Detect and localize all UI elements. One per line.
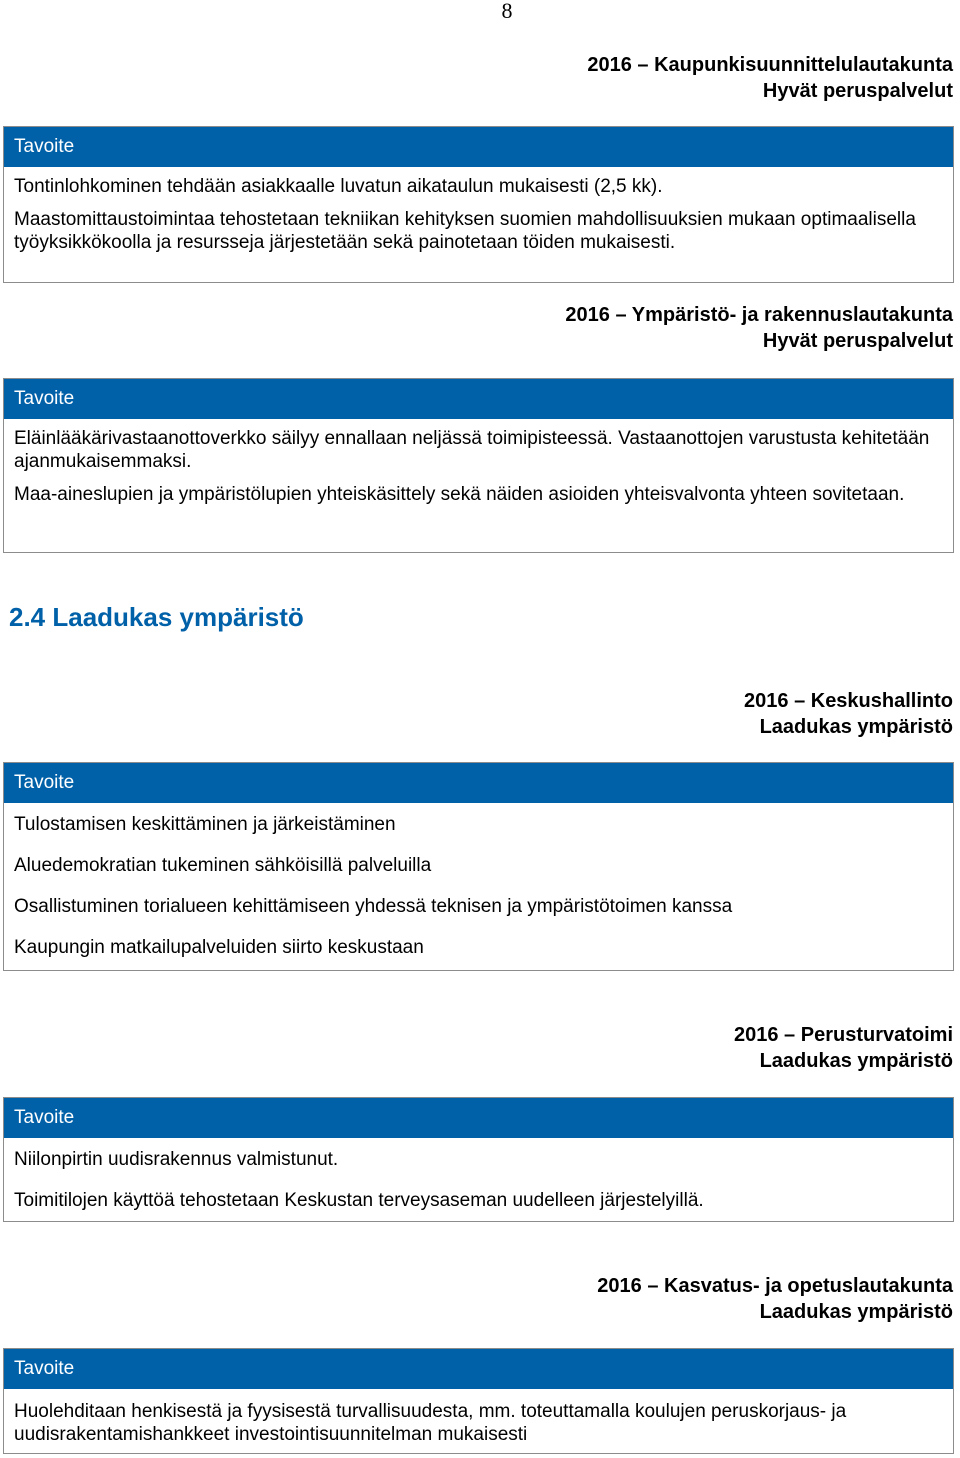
goal-box <box>3 126 954 283</box>
goal-box-body <box>4 803 953 972</box>
goal-box-body <box>4 167 953 258</box>
heading-subtitle: Laadukas ympäristö <box>759 716 953 738</box>
block-heading <box>565 302 953 354</box>
goal-box <box>3 1348 954 1454</box>
goal-text: Tulostamisen keskittäminen ja järkeistäminen <box>14 814 396 835</box>
goal-text: Maa-aineslupien ja ympäristölupien yhteiskäsittely sekä näiden asioiden yhteisvalvonta yhteen sovitetaan. <box>14 484 905 505</box>
heading-title: 2016 – Kaupunkisuunnittelulautakunta <box>587 54 953 76</box>
goal-text: Tontinlohkominen tehdään asiakkaalle luvatun aikataulun mukaisesti (2,5 kk). <box>14 176 663 197</box>
goal-box-header: Tavoite <box>4 379 953 419</box>
heading-subtitle: Laadukas ympäristö <box>759 1301 953 1323</box>
goal-text: Aluedemokratian tukeminen sähköisillä palveluilla <box>14 855 432 876</box>
heading-title: 2016 – Perusturvatoimi <box>734 1024 953 1046</box>
goal-box-header: Tavoite <box>4 1349 953 1389</box>
heading-subtitle: Hyvät peruspalvelut <box>762 330 953 352</box>
page-number: 8 <box>501 0 513 23</box>
goal-box <box>3 1097 954 1222</box>
goal-text: Huolehditaan henkisestä ja fyysisestä turvallisuudesta, mm. toteuttamalla koulujen peruskorjaus- ja uudisrakentamishankkeet investointisuunnitelman mukaisesti <box>14 1401 847 1445</box>
heading-title: 2016 – Kasvatus- ja opetuslautakunta <box>597 1275 953 1297</box>
goal-text: Niilonpirtin uudisrakennus valmistunut. <box>14 1149 339 1170</box>
goal-text: Kaupungin matkailupalveluiden siirto keskustaan <box>14 937 424 958</box>
goal-box <box>3 762 954 971</box>
heading-subtitle: Hyvät peruspalvelut <box>762 80 953 102</box>
goal-box-header: Tavoite <box>4 763 953 803</box>
block-heading <box>744 688 953 740</box>
goal-text: Eläinlääkärivastaanottoverkko säilyy ennallaan neljässä toimipisteessä. Vastaanottojen varustusta kehitetään ajanmukaisemmaksi. <box>14 428 930 472</box>
block-heading <box>587 52 953 104</box>
goal-box-body <box>4 419 953 510</box>
goal-text: Toimitilojen käyttöä tehostetaan Keskustan terveysaseman uudelleen järjestelyillä. <box>14 1190 704 1211</box>
block-heading <box>734 1022 953 1074</box>
goal-box <box>3 378 954 553</box>
heading-title: 2016 – Keskushallinto <box>744 690 953 712</box>
goal-text: Osallistuminen torialueen kehittämiseen yhdessä teknisen ja ympäristötoimen kanssa <box>14 896 733 917</box>
heading-subtitle: Laadukas ympäristö <box>759 1050 953 1072</box>
section-title: 2.4 Laadukas ympäristö <box>9 602 304 632</box>
goal-box-header: Tavoite <box>4 127 953 167</box>
goal-box-body <box>4 1389 953 1450</box>
goal-box-body <box>4 1138 953 1225</box>
goal-text: Maastomittaustoimintaa tehostetaan tekniikan kehityksen suomien mahdollisuuksien mukaan optimaalisella työyksikkökoolla ja resursseja järjestetään sekä painotetaan töiden mukaisesti. <box>14 209 916 253</box>
block-heading <box>597 1273 953 1325</box>
heading-title: 2016 – Ympäristö- ja rakennuslautakunta <box>565 304 953 326</box>
goal-box-header: Tavoite <box>4 1098 953 1138</box>
